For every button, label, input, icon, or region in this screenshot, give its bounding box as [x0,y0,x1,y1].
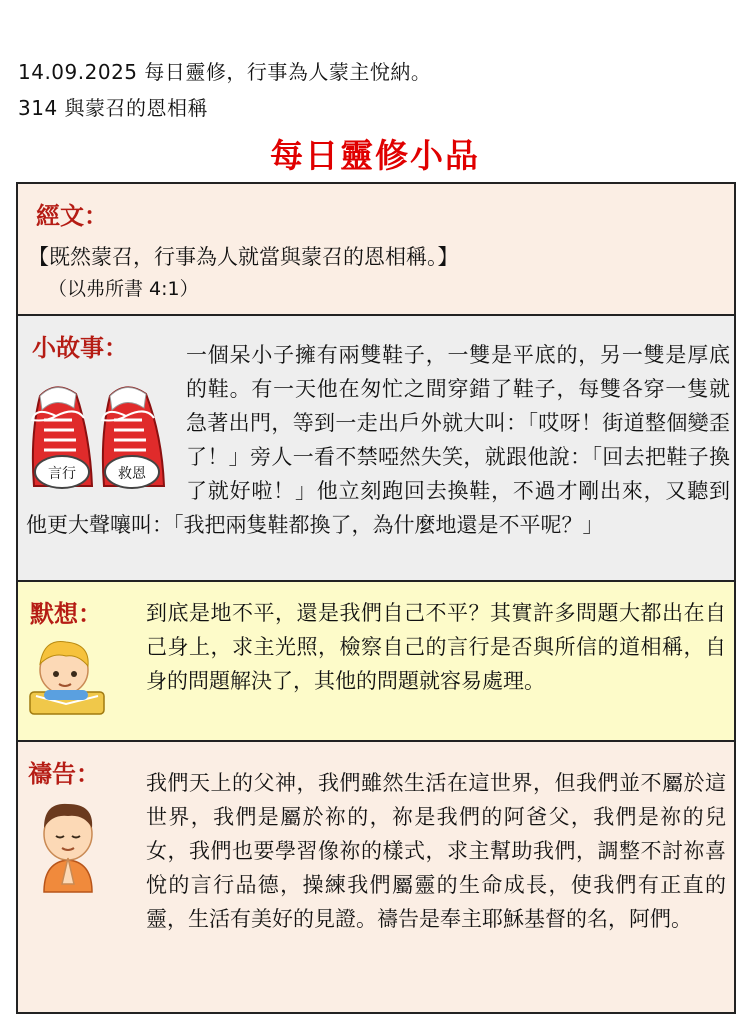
prayer-title: 禱告： [28,760,100,788]
story-text: 一個呆小子擁有兩雙鞋子，一雙是平底的，另一雙是厚底的鞋。有一天他在匆忙之間穿錯了鞋子，每雙各穿一隻就急著出門，等到一走出戶外就大叫：「哎呀！街道整個變歪了！」旁人一看不禁啞然失笑，就跟他說：「回去把鞋子換了就好啦！」他立刻跑回去換鞋，不過才剛出來，又聽到他更大聲嚷叫：「我把兩隻鞋都換了，為什麼地還是不平呢？」 [26,343,730,537]
date-heading: 14.09.2025 每日靈修，行事為人蒙主悅納。 [18,60,432,84]
story-section [18,316,734,582]
praying-child-illustration [28,796,108,896]
reading-boy-icon [30,641,104,714]
prayer-text: 我們天上的父神，我們雖然生活在這世界，但我們並不屬於這世界，我們是屬於祢的，祢是我們的阿爸父，我們是祢的兒女，我們也要學習像祢的樣式，求主幫助我們，調整不討祢喜悅的言行品德，操練我們屬靈的生命成長，使我們有正直的靈，生活有美好的見證。禱告是奉主耶穌基督的名，阿們。 [146,771,726,931]
page-title: 每日靈修小品 [270,136,480,175]
reading-boy-illustration [26,630,106,718]
scripture-title: 經文： [36,202,108,230]
scripture-verse: 【既然蒙召，行事為人就當與蒙召的恩相稱。】 [28,245,459,269]
meditation-text: 到底是地不平，還是我們自己不平？其實許多問題大都出在自己身上，求主光照，檢察自己的言行是否與所信的道相稱，自身的問題解決了，其他的問題就容易處理。 [146,601,726,693]
story-title: 小故事： [32,334,128,362]
topic-heading: 314 與蒙召的恩相稱 [18,96,209,120]
devotional-box [16,182,736,1014]
praying-child-icon [44,804,92,892]
meditation-title: 默想： [30,600,102,628]
prayer-section [18,742,734,1012]
scripture-section [18,184,734,316]
meditation-section [18,582,734,742]
scripture-reference: （以弗所書 4:1） [48,278,199,300]
shoe-label-right: 救恩 [118,466,146,482]
shoe-label-left: 言行 [48,466,76,482]
story-text-block [26,338,730,542]
